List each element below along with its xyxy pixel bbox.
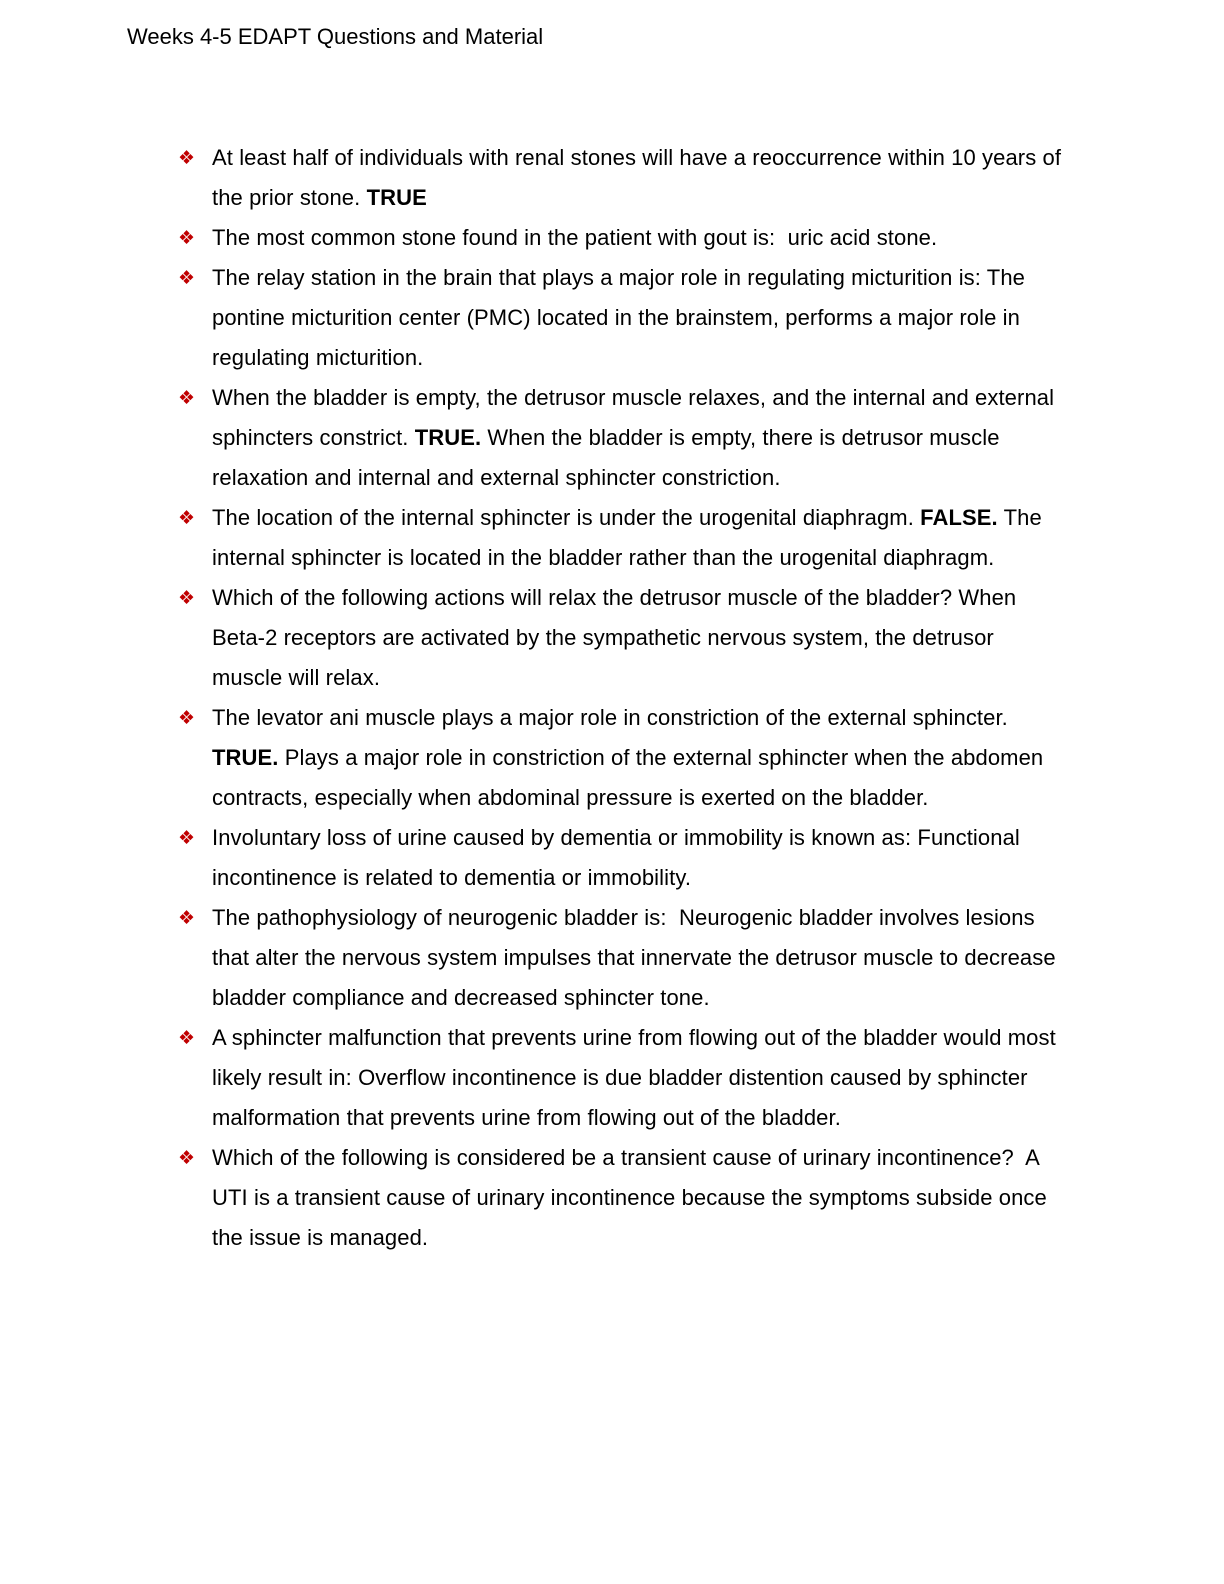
diamond-bullet-icon: ❖ — [178, 227, 196, 249]
list-item — [178, 378, 1070, 498]
diamond-bullet-icon: ❖ — [178, 1147, 196, 1169]
list-item — [178, 698, 1070, 818]
list-item — [178, 578, 1070, 698]
list-item — [178, 258, 1070, 378]
list-item — [178, 1138, 1070, 1258]
list-item — [178, 138, 1070, 218]
list-item-text: Which of the following is considered be a transient cause of urinary incontinence? A UTI is a transient cause of urinary incontinence because the symptoms subside once the issue is managed. — [212, 1145, 1054, 1250]
question-list — [178, 138, 1070, 1258]
list-item-text: The pathophysiology of neurogenic bladder is: Neurogenic bladder involves lesions that alter the nervous system impulses that innervate the detrusor muscle to decrease bladder compliance and decreased sphincter tone. — [212, 905, 1062, 1010]
list-item — [178, 1018, 1070, 1138]
list-item-text: When the bladder is empty, the detrusor muscle relaxes, and the internal and external sphincters constrict. TRUE. When the bladder is empty, there is detrusor muscle relaxation and internal and external sphincter constriction. — [212, 385, 1061, 490]
diamond-bullet-icon: ❖ — [178, 147, 196, 169]
list-item-text: The most common stone found in the patient with gout is: uric acid stone. — [212, 225, 938, 250]
diamond-bullet-icon: ❖ — [178, 507, 196, 529]
list-item-text: Which of the following actions will relax the detrusor muscle of the bladder? When Beta-2 receptors are activated by the sympathetic nervous system, the detrusor muscle will relax. — [212, 585, 1023, 690]
diamond-bullet-icon: ❖ — [178, 387, 196, 409]
list-item-text: A sphincter malfunction that prevents urine from flowing out of the bladder would most likely result in: Overflow incontinence is due bladder distention caused by sphincter malformation that prevents urine from flowing out of the bladder. — [212, 1025, 1063, 1130]
diamond-bullet-icon: ❖ — [178, 587, 196, 609]
list-item — [178, 498, 1070, 578]
list-item-text: The location of the internal sphincter is under the urogenital diaphragm. FALSE. The internal sphincter is located in the bladder rather than the urogenital diaphragm. — [212, 505, 1049, 570]
list-item — [178, 218, 1070, 258]
page-title: Weeks 4-5 EDAPT Questions and Material — [127, 24, 544, 49]
list-item-text: At least half of individuals with renal stones will have a reoccurrence within 10 years of the prior stone. TRUE — [212, 145, 1068, 210]
diamond-bullet-icon: ❖ — [178, 1027, 196, 1049]
list-item-text: Involuntary loss of urine caused by dementia or immobility is known as: Functional incontinence is related to dementia or immobility. — [212, 825, 1027, 890]
list-item-text: The relay station in the brain that plays a major role in regulating micturition is: The pontine micturition center (PMC) located in the brainstem, performs a major role in regulating micturition. — [212, 265, 1032, 370]
list-item — [178, 898, 1070, 1018]
list-item-text: The levator ani muscle plays a major role in constriction of the external sphincter. TRUE. Plays a major role in constriction of the external sphincter when the abdomen contracts, especially when abdominal pressure is exerted on the bladder. — [212, 705, 1050, 810]
list-item — [178, 818, 1070, 898]
diamond-bullet-icon: ❖ — [178, 827, 196, 849]
diamond-bullet-icon: ❖ — [178, 707, 196, 729]
diamond-bullet-icon: ❖ — [178, 267, 196, 289]
diamond-bullet-icon: ❖ — [178, 907, 196, 929]
